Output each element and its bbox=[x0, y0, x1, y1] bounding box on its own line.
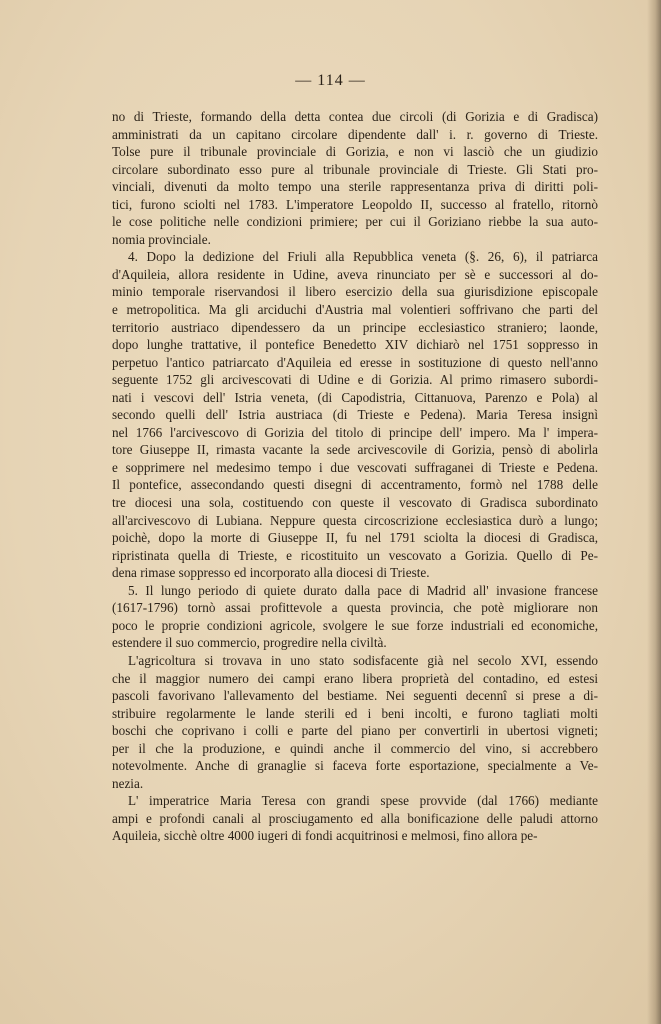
text-line: (1617-1796) tornò assai profittevole a questa provincia, che potè migliorare non bbox=[112, 600, 598, 616]
text-line: seguente 1752 gli arcivescovati di Udine e di Gorizia. Al primo rimasero subordi- bbox=[112, 372, 598, 388]
text-line: L'agricoltura si trovava in uno stato sodisfacente già nel secolo XVI, essendo bbox=[128, 652, 598, 668]
text-line: estendere il suo commercio, progredire nella civiltà. bbox=[112, 635, 387, 651]
text-line: stribuire regolarmente le lande sterili ed i beni incolti, e furono tagliati molti bbox=[112, 705, 598, 721]
paragraph bbox=[112, 582, 598, 652]
text-line: nati i vescovi dell' Istria veneta, (di Capodistria, Cittanuova, Parenzo e Pola) al bbox=[112, 389, 598, 405]
text-line: per il che la produzione, e quindi anche il commercio del vino, si accrebbero bbox=[112, 740, 598, 756]
text-line: circolare subordinato esso pure al tribunale provinciale di Trieste. Gli Stati pro- bbox=[112, 161, 598, 177]
paragraph bbox=[112, 792, 598, 845]
text-line: no di Trieste, formando della detta contea due circoli (di Gorizia e di Gradisca) bbox=[112, 109, 598, 124]
text-line: nomia provinciale. bbox=[112, 231, 211, 247]
text-line: territorio austriaco dipendessero da un principe ecclesiastico straniero; laonde, bbox=[112, 319, 598, 335]
text-line: tici, furono sciolti nel 1783. L'imperatore Leopoldo II, successo al fratello, ritornò bbox=[112, 196, 598, 212]
text-line: vinciali, divenuti da molto tempo una sterile rappresentanza priva di diritti poli- bbox=[112, 179, 598, 195]
paragraph bbox=[112, 652, 598, 792]
page-binding-shadow bbox=[647, 0, 661, 1024]
text-line: Tolse pure il tribunale provinciale di Gorizia, e non vi lasciò che un giudizio bbox=[112, 144, 598, 160]
text-line: notevolmente. Anche di granaglie si faceva forte esportazione, specialmente a Ve- bbox=[112, 758, 598, 774]
text-line: pascoli favorivano l'allevamento del bestiame. Nei seguenti decennî si prese a di- bbox=[112, 688, 598, 704]
text-line: L' imperatrice Maria Teresa con grandi spese provvide (dal 1766) mediante bbox=[128, 793, 598, 809]
text-line: all'arcivescovo di Lubiana. Neppure questa circoscrizione ecclesiastica durò a lungo; bbox=[112, 512, 598, 528]
text-line: nezia. bbox=[112, 775, 144, 791]
text-line: Aquileia, sicchè oltre 4000 iugeri di fondi acquitrinosi e melmosi, fino allora pe- bbox=[112, 828, 538, 844]
page-number: — 114 — bbox=[295, 72, 366, 89]
text-line: e sopprimere nel medesimo tempo i due vescovati suffraganei di Trieste e Pedena. bbox=[112, 459, 598, 475]
paragraph bbox=[112, 108, 598, 248]
text-line: ripristinata quella di Trieste, e ricostituito un vescovato a Gorizia. Quello di Pe- bbox=[112, 547, 598, 563]
text-line: ampi e profondi canali al prosciugamento ed alla bonificazione delle paludi attorno bbox=[112, 810, 598, 826]
text-line: 4. Dopo la dedizione del Friuli alla Repubblica veneta (§. 26, 6), il patriarca bbox=[128, 249, 598, 265]
text-line: poichè, dopo la morte di Giuseppe II, fu nel 1791 sciolta la diocesi di Gradisca, bbox=[112, 530, 598, 546]
text-line: le cose politiche nelle condizioni primiere; per cui il Goriziano riebbe la sua auto- bbox=[112, 214, 598, 230]
text-line: poco le proprie condizioni agricole, svolgere le sue forze industriali ed economiche, bbox=[112, 617, 598, 633]
text-line: Il pontefice, assecondando questi disegni di accentramento, formò nel 1788 delle bbox=[112, 477, 598, 493]
text-line: nel 1766 l'arcivescovo di Gorizia del titolo di principe dell' impero. Ma l' impera- bbox=[112, 424, 598, 440]
text-line: dopo lunghe trattative, il pontefice Benedetto XIV dichiarò nel 1751 soppresso in bbox=[112, 337, 598, 353]
text-line: tre diocesi una sola, costituendo con queste il vescovato di Gradisca subordinato bbox=[112, 495, 598, 511]
text-line: che il maggior numero dei campi erano libera proprietà del contadino, ed estesi bbox=[112, 670, 598, 686]
paragraph bbox=[112, 248, 598, 581]
text-line: secondo quelli dell' Istria austriaca (di Trieste e Pedena). Maria Teresa insignì bbox=[112, 407, 598, 423]
text-line: dena rimase soppresso ed incorporato alla diocesi di Trieste. bbox=[112, 565, 430, 581]
text-line: d'Aquileia, allora residente in Udine, aveva rinunciato per sè e successori al do- bbox=[112, 266, 598, 282]
text-line: perpetuo l'antico patriarcato d'Aquileia ed eresse in sostituzione di questo nell'anno bbox=[112, 354, 598, 370]
text-line: minio temporale riservandosi il libero esercizio della sua giurisdizione episcopale bbox=[112, 284, 598, 300]
text-line: 5. Il lungo periodo di quiete durato dalla pace di Madrid all' invasione francese bbox=[128, 582, 598, 598]
text-line: boschi che coprivano i colli e parte del piano per convertirli in ubertosi vigneti; bbox=[112, 723, 598, 739]
text-line: amministrati da un capitano circolare dipendente dall' i. r. governo di Trieste. bbox=[112, 126, 598, 142]
body-text bbox=[112, 108, 598, 845]
text-line: tore Giuseppe II, rimasta vacante la sede arcivescovile di Gorizia, pensò di abolirla bbox=[112, 442, 598, 458]
text-line: e metropolitica. Ma gli arciduchi d'Austria mal volentieri soffrivano che parti del bbox=[112, 302, 598, 318]
